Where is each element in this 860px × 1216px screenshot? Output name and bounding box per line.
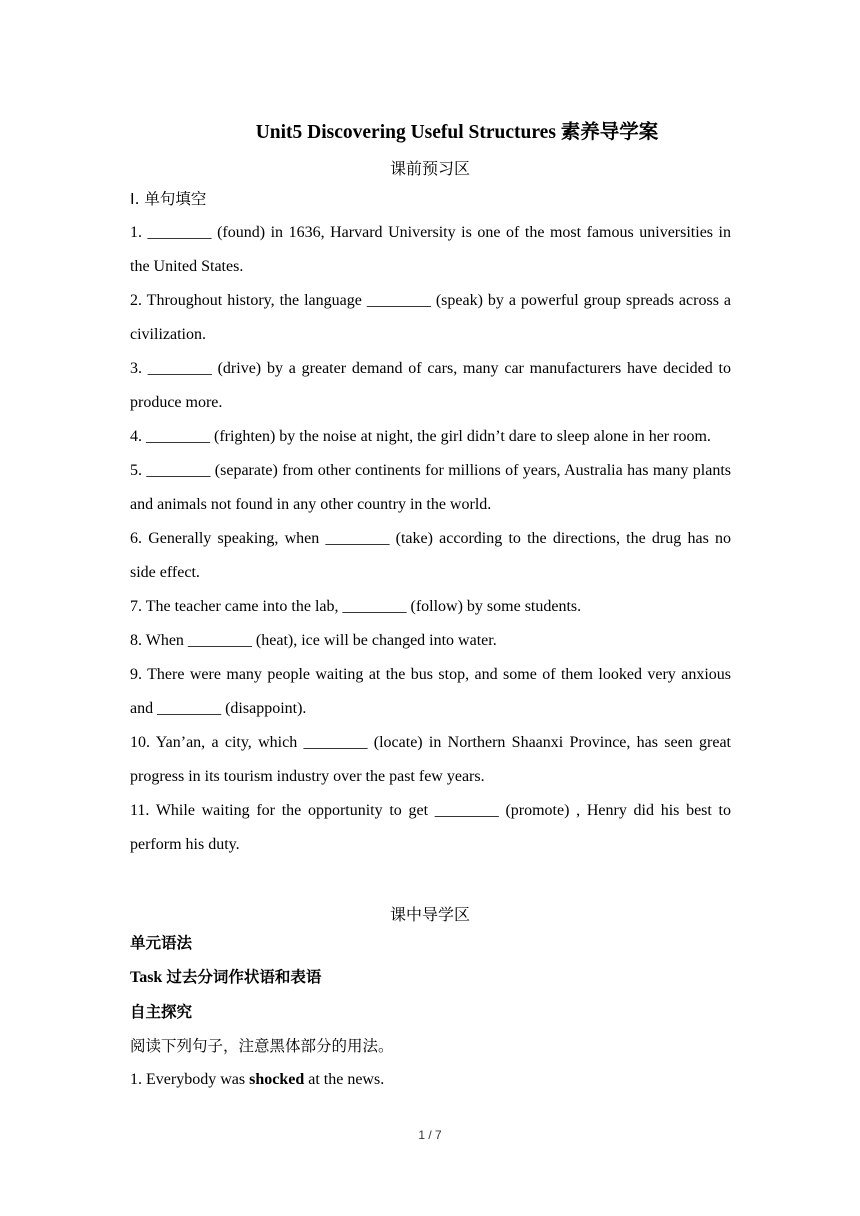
question-3: 3. ________ (drive) by a greater demand of cars, many car manufacturers have decided to produce more. [130,360,731,411]
question-9: 9. There were many people waiting at the bus stop, and some of them looked very anxious and ________ (disappoint). [130,666,731,717]
task-label-en: Task [130,969,163,986]
self-study-label: 自主探究 [130,1003,193,1021]
question-10: 10. Yan’an, a city, which ________ (locate) in Northern Shaanxi Province, has seen great progress in its tourism industry over the past few years. [130,734,731,785]
page-number: 1 / 7 [418,1128,442,1142]
question-2: 2. Throughout history, the language ________ (speak) by a powerful group spreads across a civilization. [130,292,731,343]
task-label-zh: 过去分词作状语和表语 [166,968,322,986]
instruction-text: 阅读下列句子，注意黑体部分的用法。 [130,1037,394,1055]
document-title: Unit5 Discovering Useful Structures 素养导学案 [255,122,659,143]
question-5: 5. ________ (separate) from other continents for millions of years, Australia has many plants and animals not found in any other country in the world. [130,462,731,513]
task-label [130,960,731,995]
unit-grammar-label: 单元语法 [130,934,193,952]
example-1-prefix: 1. Everybody was [130,1071,250,1088]
question-4: 4. ________ (frighten) by the noise at night, the girl didn’t dare to sleep alone in her room. [130,428,711,445]
question-6: 6. Generally speaking, when ________ (take) according to the directions, the drug has no side effect. [130,530,731,581]
in-class-section [130,926,731,1097]
question-11: 11. While waiting for the opportunity to get ________ (promote) , Henry did his best to perform his duty. [130,802,731,853]
question-1: 1. ________ (found) in 1636, Harvard University is one of the most famous universities in the United States. [130,224,731,275]
section-heading-in-class: 课中导学区 [389,905,470,924]
part-label-fill-in: Ⅰ. 单句填空 [130,190,207,208]
section-heading-preview: 课前预习区 [389,159,470,178]
example-1-suffix: at the news. [304,1071,385,1088]
example-sentence-1 [130,1063,731,1097]
example-1-bold-word: shocked [249,1071,305,1088]
question-7: 7. The teacher came into the lab, ________ (follow) by some students. [130,598,582,615]
preview-section [130,182,731,862]
question-8: 8. When ________ (heat), ice will be changed into water. [130,632,497,649]
